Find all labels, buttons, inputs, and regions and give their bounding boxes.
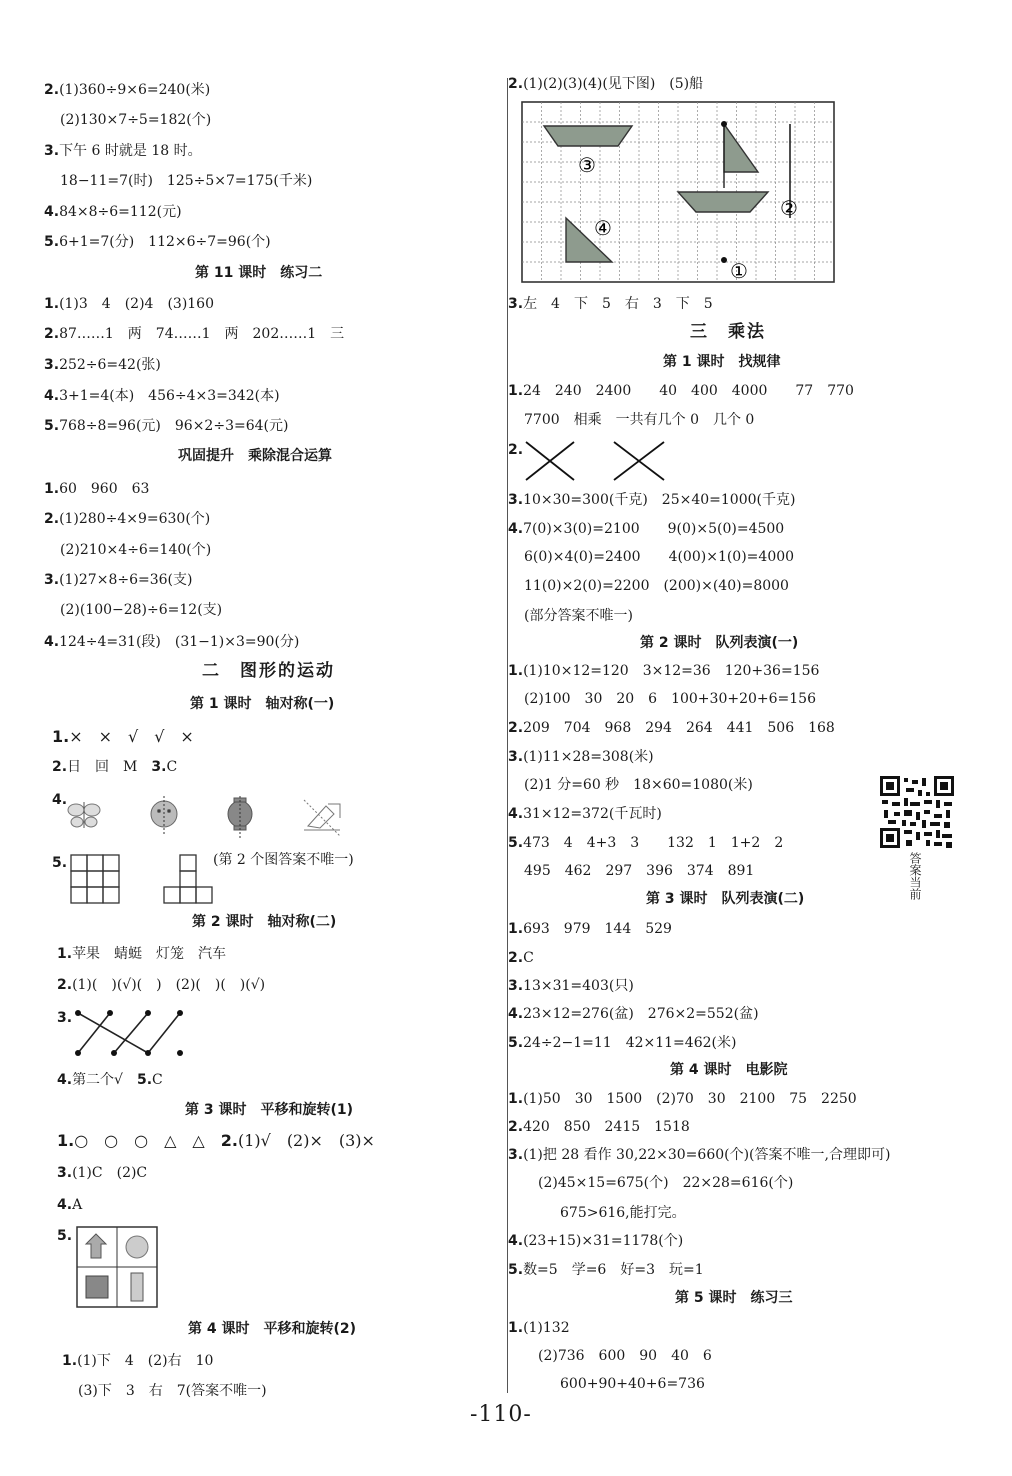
answer-line: 2.(1)360÷9×6=240(米) [44, 82, 211, 98]
butterfly-icon [68, 802, 100, 828]
answer-line: 675>616,能打完。 [560, 1205, 686, 1221]
answer-line: 5.768÷8=96(元) 96×2÷3=64(元) [44, 418, 289, 434]
answer-line: 4.第二个√ 5.C [57, 1072, 163, 1088]
answer-line: (2)210×4÷6=140(个) [60, 542, 212, 558]
label-one: ① [730, 259, 748, 283]
answer-line: 1.693 979 144 529 [508, 921, 672, 937]
answer-line: 2.87……1 两 74……1 两 202……1 三 [44, 326, 345, 342]
answer-line: 3.(1)把 28 看作 30,22×30=660(个)(答案不唯一,合理即可) [508, 1147, 891, 1163]
section-heading: 第 2 课时 队列表演(一) [640, 635, 799, 651]
chapter-heading: 二 图形的运动 [202, 661, 335, 681]
answer-line: 4.23×12=276(盆) 276×2=552(盆) [508, 1006, 759, 1022]
section-heading: 第 5 课时 练习三 [675, 1290, 793, 1306]
answer-line: 5.24÷2−1=11 42×11=462(米) [508, 1035, 737, 1051]
section-heading: 第 3 课时 平移和旋转(1) [185, 1102, 354, 1118]
answer-line: 3.252÷6=42(张) [44, 357, 161, 373]
answer-line: 11(0)×2(0)=2200 (200)×(40)=8000 [524, 578, 789, 594]
answer-line: 2.(1)(2)(3)(4)(见下图) (5)船 [508, 76, 704, 92]
answer-line: 1.24 240 2400 40 400 4000 77 770 [508, 383, 854, 399]
answer-line: 1.(1)50 30 1500 (2)70 30 2100 75 2250 [508, 1091, 857, 1107]
section-heading: 巩固提升 乘除混合运算 [178, 448, 332, 464]
answer-line: 1.○ ○ ○ △ △ 2.(1)√ (2)× (3)× [57, 1131, 375, 1150]
answer-line: 3.左 4 下 5 右 3 下 5 [508, 296, 713, 312]
qr-code-label: 答案当前 [908, 852, 922, 900]
section-heading: 第 2 课时 轴对称(二) [192, 914, 337, 930]
answer-line: 5. [57, 1228, 73, 1244]
answer-line: 1.× × √ √ × [52, 727, 194, 746]
answer-line: 5. [52, 855, 68, 871]
qr-code-icon[interactable] [880, 776, 954, 848]
answer-line: 2. [508, 442, 524, 458]
answer-line: 4.84×8÷6=112(元) [44, 204, 182, 220]
answer-line: (2)130×7÷5=182(个) [60, 112, 212, 128]
symmetry-figures [64, 796, 354, 840]
answer-line: 3.10×30=300(千克) 25×40=1000(千克) [508, 492, 796, 508]
answer-line: 3.(1)27×8÷6=36(支) [44, 572, 193, 588]
answer-line: (2)(100−28)÷6=12(支) [60, 602, 223, 618]
answer-line: 4.A [57, 1197, 83, 1213]
answer-note: (部分答案不唯一) [524, 608, 633, 624]
section-heading: 第 4 课时 电影院 [670, 1062, 788, 1078]
answer-line: 2.(1)280÷4×9=630(个) [44, 511, 211, 527]
answer-line: 3.13×31=403(只) [508, 978, 634, 994]
rectangle-shape [131, 1273, 143, 1301]
answer-line: 4.31×12=372(千瓦时) [508, 806, 662, 822]
answer-line: 2.C [508, 950, 534, 966]
section-heading: 第 4 课时 平移和旋转(2) [188, 1321, 357, 1337]
answer-line: 6(0)×4(0)=2400 4(00)×1(0)=4000 [524, 549, 795, 565]
rotation-grid-figure [76, 1226, 160, 1308]
cross-lines-diagram [522, 438, 672, 484]
answer-note: (第 2 个图答案不唯一) [213, 852, 354, 868]
lantern-icon [228, 796, 252, 838]
answer-line: 3.(1)C (2)C [57, 1165, 148, 1181]
answer-line: 4.124÷4=31(段) (31−1)×3=90(分) [44, 634, 300, 650]
label-three: ③ [578, 153, 596, 177]
answer-line: 5.473 4 4+3 3 132 1 1+2 2 [508, 835, 784, 851]
face-icon [151, 796, 177, 836]
answer-line: 4.3+1=4(本) 456÷4×3=342(本) [44, 388, 280, 404]
answer-line: 1.60 960 63 [44, 481, 150, 497]
answer-line: 1.(1)10×12=120 3×12=36 120+36=156 [508, 663, 820, 679]
circle-shape [126, 1236, 148, 1258]
answer-line: 3. [57, 1010, 73, 1026]
answer-line: 7700 相乘 一共有几个 0 几个 0 [524, 412, 755, 428]
section-heading: 第 3 课时 队列表演(二) [646, 891, 805, 907]
answer-line: (2)1 分=60 秒 18×60=1080(米) [524, 777, 753, 793]
answer-line: (2)100 30 20 6 100+30+20+6=156 [524, 691, 816, 707]
answer-line: 3.下午 6 时就是 18 时。 [44, 143, 202, 159]
answer-line: 600+90+40+6=736 [560, 1376, 705, 1392]
page-number: -110- [470, 1402, 532, 1427]
answer-line: 1.(1)3 4 (2)4 (3)160 [44, 296, 214, 312]
section-heading: 第 1 课时 找规律 [663, 354, 781, 370]
label-four: ④ [594, 216, 612, 240]
chapter-heading: 三 乘法 [690, 322, 766, 342]
answer-line: 1.苹果 蜻蜓 灯笼 汽车 [57, 946, 227, 962]
label-two: ② [780, 196, 798, 220]
answer-line: (2)45×15=675(个) 22×28=616(个) [538, 1175, 794, 1191]
shape-one [71, 855, 119, 903]
answer-line: 4.7(0)×3(0)=2100 9(0)×5(0)=4500 [508, 521, 785, 537]
answer-line: 2.日 回 M 3.C [52, 759, 178, 775]
section-heading: 第 1 课时 轴对称(一) [190, 696, 335, 712]
answer-line: 1.(1)下 4 (2)右 10 [62, 1353, 214, 1369]
section-heading: 第 11 课时 练习二 [195, 265, 323, 281]
answer-line: 3.(1)11×28=308(米) [508, 749, 654, 765]
answer-line: 1.(1)132 [508, 1320, 570, 1336]
answer-line: 5.6+1=7(分) 112×6÷7=96(个) [44, 234, 271, 250]
answer-line: 5.数=5 学=6 好=3 玩=1 [508, 1262, 704, 1278]
answer-line: 4. [52, 792, 68, 808]
answer-line: 4.(23+15)×31=1178(个) [508, 1233, 684, 1249]
answer-line: 18−11=7(时) 125÷5×7=175(千米) [60, 173, 313, 189]
translation-grid-diagram [520, 100, 838, 286]
answer-line: (2)736 600 90 40 6 [538, 1348, 712, 1364]
arrow-shape-icon [304, 800, 340, 836]
trapezoid-shape [544, 126, 632, 146]
answer-line: 2.(1)( )(√)( ) (2)( )( )(√) [57, 977, 266, 993]
answer-line: 2.420 850 2415 1518 [508, 1119, 690, 1135]
up-arrow-icon [86, 1234, 106, 1258]
grid-shape-figures [70, 853, 220, 905]
answer-line: 2.209 704 968 294 264 441 506 168 [508, 720, 835, 736]
square-shape [86, 1276, 108, 1298]
shape-two [164, 855, 212, 903]
answer-line: 495 462 297 396 374 891 [524, 863, 755, 879]
matching-lines-diagram [72, 1008, 192, 1060]
answer-line: (3)下 3 右 7(答案不唯一) [78, 1383, 267, 1399]
